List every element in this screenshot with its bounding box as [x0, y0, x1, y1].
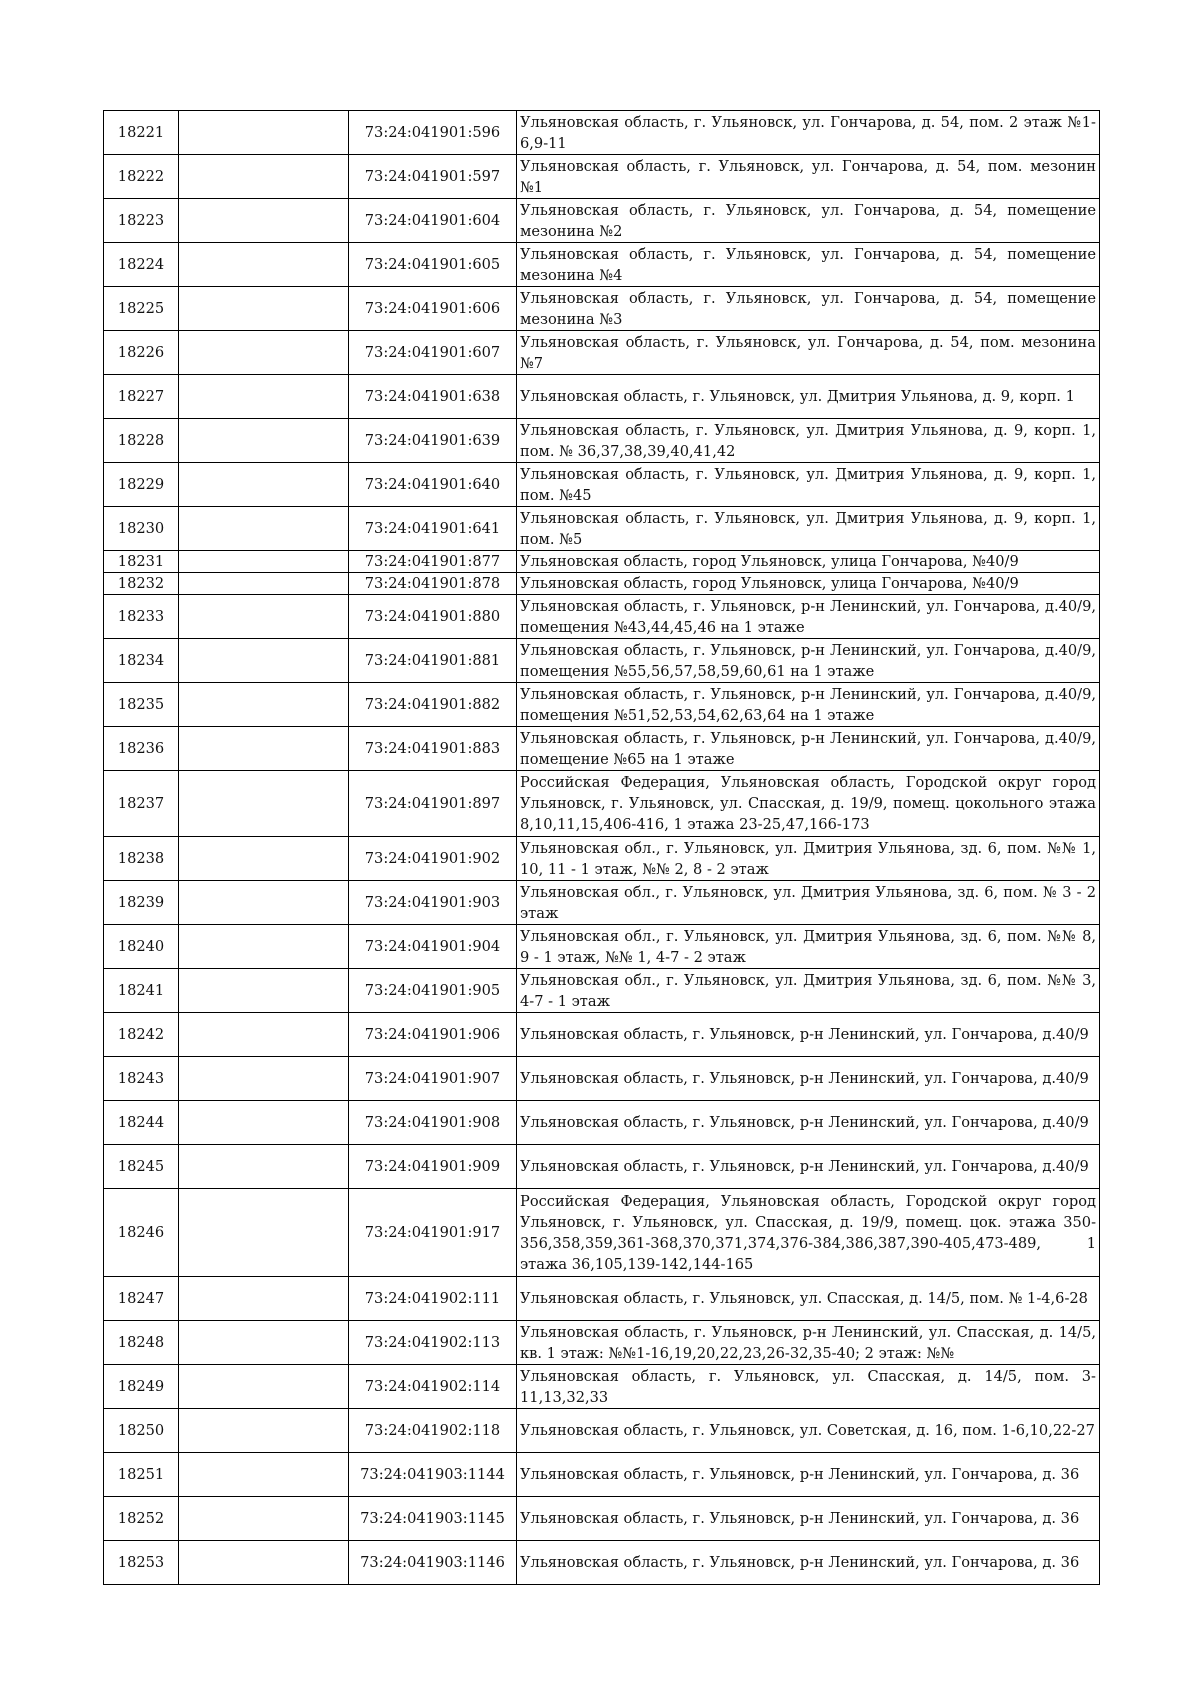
table-row	[104, 463, 1100, 507]
empty-cell	[179, 155, 349, 199]
address-cell: Ульяновская область, г. Ульяновск, р-н Ленинский, ул. Гончарова, д.40/9	[517, 1101, 1100, 1145]
empty-cell	[179, 595, 349, 639]
empty-cell	[179, 1453, 349, 1497]
row-number-cell: 18249	[104, 1365, 179, 1409]
cadastral-number-cell: 73:24:041901:905	[349, 969, 517, 1013]
address-cell: Ульяновская обл., г. Ульяновск, ул. Дмитрия Ульянова, зд. 6, пом. № 3 - 2 этаж	[517, 881, 1100, 925]
table-row	[104, 1541, 1100, 1585]
row-number-cell: 18223	[104, 199, 179, 243]
address-cell: Ульяновская область, г. Ульяновск, ул. Дмитрия Ульянова, д. 9, корп. 1, пом. № 36,37,38,39,40,41,42	[517, 419, 1100, 463]
row-number-cell: 18247	[104, 1277, 179, 1321]
cadastral-number-cell: 73:24:041901:878	[349, 573, 517, 595]
empty-cell	[179, 199, 349, 243]
row-number-cell: 18239	[104, 881, 179, 925]
table-row	[104, 727, 1100, 771]
cadastral-number-cell: 73:24:041901:907	[349, 1057, 517, 1101]
table-row	[104, 243, 1100, 287]
table-row	[104, 111, 1100, 155]
cadastral-number-cell: 73:24:041901:641	[349, 507, 517, 551]
empty-cell	[179, 1189, 349, 1277]
address-cell: Ульяновская область, г. Ульяновск, ул. Гончарова, д. 54, помещение мезонина №3	[517, 287, 1100, 331]
row-number-cell: 18248	[104, 1321, 179, 1365]
empty-cell	[179, 287, 349, 331]
cadastral-number-cell: 73:24:041902:118	[349, 1409, 517, 1453]
table-row	[104, 155, 1100, 199]
address-cell: Ульяновская область, г. Ульяновск, ул. Гончарова, д. 54, пом. мезонина №7	[517, 331, 1100, 375]
row-number-cell: 18221	[104, 111, 179, 155]
cadastral-number-cell: 73:24:041901:605	[349, 243, 517, 287]
table-row	[104, 881, 1100, 925]
empty-cell	[179, 1409, 349, 1453]
cadastral-number-cell: 73:24:041901:883	[349, 727, 517, 771]
row-number-cell: 18235	[104, 683, 179, 727]
empty-cell	[179, 507, 349, 551]
cadastral-number-cell: 73:24:041901:897	[349, 771, 517, 837]
cadastral-number-cell: 73:24:041901:881	[349, 639, 517, 683]
row-number-cell: 18240	[104, 925, 179, 969]
row-number-cell: 18253	[104, 1541, 179, 1585]
row-number-cell: 18222	[104, 155, 179, 199]
cadastral-number-cell: 73:24:041901:909	[349, 1145, 517, 1189]
table-row	[104, 1321, 1100, 1365]
cadastral-registry-table	[103, 110, 1100, 1585]
address-cell: Ульяновская обл., г. Ульяновск, ул. Дмитрия Ульянова, зд. 6, пом. №№ 8, 9 - 1 этаж, №№ 1, 4-7 - 2 этаж	[517, 925, 1100, 969]
table-row	[104, 1453, 1100, 1497]
cadastral-number-cell: 73:24:041903:1145	[349, 1497, 517, 1541]
address-cell: Ульяновская область, город Ульяновск, улица Гончарова, №40/9	[517, 551, 1100, 573]
row-number-cell: 18245	[104, 1145, 179, 1189]
cadastral-number-cell: 73:24:041901:880	[349, 595, 517, 639]
address-cell: Ульяновская область, г. Ульяновск, р-н Ленинский, ул. Гончарова, д. 36	[517, 1497, 1100, 1541]
row-number-cell: 18232	[104, 573, 179, 595]
empty-cell	[179, 1145, 349, 1189]
address-cell: Ульяновская область, г. Ульяновск, ул. Спасская, д. 14/5, пом. 3-11,13,32,33	[517, 1365, 1100, 1409]
cadastral-number-cell: 73:24:041901:606	[349, 287, 517, 331]
cadastral-number-cell: 73:24:041901:908	[349, 1101, 517, 1145]
table-row	[104, 1101, 1100, 1145]
empty-cell	[179, 111, 349, 155]
row-number-cell: 18237	[104, 771, 179, 837]
cadastral-number-cell: 73:24:041901:640	[349, 463, 517, 507]
address-cell: Ульяновская область, г. Ульяновск, ул. Дмитрия Ульянова, д. 9, корп. 1, пом. №5	[517, 507, 1100, 551]
address-cell: Ульяновская область, г. Ульяновск, ул. Гончарова, д. 54, помещение мезонина №4	[517, 243, 1100, 287]
row-number-cell: 18224	[104, 243, 179, 287]
table-row	[104, 771, 1100, 837]
address-cell: Ульяновская область, г. Ульяновск, р-н Ленинский, ул. Гончарова, д.40/9	[517, 1013, 1100, 1057]
address-cell: Российская Федерация, Ульяновская область, Городской округ город Ульяновск, г. Ульяновск, ул. Спасская, д. 19/9, помещ. цокольного этажа 8,10,11,15,406-416, 1 этажа 23-25,47,166-173	[517, 771, 1100, 837]
row-number-cell: 18238	[104, 837, 179, 881]
address-cell: Ульяновская область, г. Ульяновск, р-н Ленинский, ул. Гончарова, д. 36	[517, 1453, 1100, 1497]
table-row	[104, 639, 1100, 683]
table-row	[104, 507, 1100, 551]
empty-cell	[179, 683, 349, 727]
row-number-cell: 18250	[104, 1409, 179, 1453]
address-cell: Ульяновская область, г. Ульяновск, ул. Гончарова, д. 54, пом. мезонин №1	[517, 155, 1100, 199]
cadastral-number-cell: 73:24:041901:902	[349, 837, 517, 881]
address-cell: Ульяновская область, г. Ульяновск, р-н Ленинский, ул. Гончарова, д.40/9, помещения №51,52,53,54,62,63,64 на 1 этаже	[517, 683, 1100, 727]
table-row	[104, 925, 1100, 969]
table-row	[104, 1365, 1100, 1409]
table-row	[104, 199, 1100, 243]
cadastral-number-cell: 73:24:041901:638	[349, 375, 517, 419]
row-number-cell: 18252	[104, 1497, 179, 1541]
address-cell: Ульяновская область, г. Ульяновск, р-н Ленинский, ул. Гончарова, д.40/9	[517, 1057, 1100, 1101]
row-number-cell: 18251	[104, 1453, 179, 1497]
cadastral-number-cell: 73:24:041901:917	[349, 1189, 517, 1277]
table-row	[104, 1057, 1100, 1101]
table-row	[104, 551, 1100, 573]
cadastral-number-cell: 73:24:041901:877	[349, 551, 517, 573]
cadastral-number-cell: 73:24:041901:596	[349, 111, 517, 155]
empty-cell	[179, 1057, 349, 1101]
address-cell: Ульяновская обл., г. Ульяновск, ул. Дмитрия Ульянова, зд. 6, пом. №№ 3, 4-7 - 1 этаж	[517, 969, 1100, 1013]
table-row	[104, 287, 1100, 331]
cadastral-number-cell: 73:24:041902:114	[349, 1365, 517, 1409]
empty-cell	[179, 727, 349, 771]
cadastral-number-cell: 73:24:041901:604	[349, 199, 517, 243]
empty-cell	[179, 243, 349, 287]
table-row	[104, 1497, 1100, 1541]
table-row	[104, 595, 1100, 639]
row-number-cell: 18236	[104, 727, 179, 771]
address-cell: Ульяновская область, г. Ульяновск, ул. Спасская, д. 14/5, пом. № 1-4,6-28	[517, 1277, 1100, 1321]
table-row	[104, 1277, 1100, 1321]
empty-cell	[179, 639, 349, 683]
row-number-cell: 18233	[104, 595, 179, 639]
empty-cell	[179, 573, 349, 595]
address-cell: Ульяновская область, город Ульяновск, улица Гончарова, №40/9	[517, 573, 1100, 595]
row-number-cell: 18227	[104, 375, 179, 419]
empty-cell	[179, 419, 349, 463]
cadastral-number-cell: 73:24:041901:882	[349, 683, 517, 727]
row-number-cell: 18226	[104, 331, 179, 375]
address-cell: Ульяновская область, г. Ульяновск, р-н Ленинский, ул. Спасская, д. 14/5, кв. 1 этаж: №№1-16,19,20,22,23,26-32,35-40; 2 этаж: №№	[517, 1321, 1100, 1365]
empty-cell	[179, 1497, 349, 1541]
empty-cell	[179, 1365, 349, 1409]
cadastral-number-cell: 73:24:041901:906	[349, 1013, 517, 1057]
empty-cell	[179, 1541, 349, 1585]
empty-cell	[179, 837, 349, 881]
empty-cell	[179, 925, 349, 969]
cadastral-number-cell: 73:24:041901:639	[349, 419, 517, 463]
row-number-cell: 18229	[104, 463, 179, 507]
table-row	[104, 837, 1100, 881]
empty-cell	[179, 1321, 349, 1365]
cadastral-number-cell: 73:24:041903:1146	[349, 1541, 517, 1585]
row-number-cell: 18242	[104, 1013, 179, 1057]
cadastral-number-cell: 73:24:041901:597	[349, 155, 517, 199]
row-number-cell: 18230	[104, 507, 179, 551]
empty-cell	[179, 1277, 349, 1321]
address-cell: Ульяновская область, г. Ульяновск, р-н Ленинский, ул. Гончарова, д.40/9, помещения №43,44,45,46 на 1 этаже	[517, 595, 1100, 639]
address-cell: Ульяновская обл., г. Ульяновск, ул. Дмитрия Ульянова, зд. 6, пом. №№ 1, 10, 11 - 1 этаж, №№ 2, 8 - 2 этаж	[517, 837, 1100, 881]
empty-cell	[179, 881, 349, 925]
row-number-cell: 18241	[104, 969, 179, 1013]
table-row	[104, 375, 1100, 419]
address-cell: Ульяновская область, г. Ульяновск, ул. Советская, д. 16, пом. 1-6,10,22-27	[517, 1409, 1100, 1453]
empty-cell	[179, 969, 349, 1013]
table-row	[104, 573, 1100, 595]
empty-cell	[179, 771, 349, 837]
row-number-cell: 18244	[104, 1101, 179, 1145]
table-row	[104, 419, 1100, 463]
cadastral-number-cell: 73:24:041901:903	[349, 881, 517, 925]
table-row	[104, 1013, 1100, 1057]
address-cell: Ульяновская область, г. Ульяновск, р-н Ленинский, ул. Гончарова, д. 36	[517, 1541, 1100, 1585]
empty-cell	[179, 551, 349, 573]
address-cell: Ульяновская область, г. Ульяновск, ул. Гончарова, д. 54, помещение мезонина №2	[517, 199, 1100, 243]
row-number-cell: 18231	[104, 551, 179, 573]
row-number-cell: 18246	[104, 1189, 179, 1277]
row-number-cell: 18243	[104, 1057, 179, 1101]
empty-cell	[179, 1101, 349, 1145]
table-row	[104, 683, 1100, 727]
registry-table-body	[104, 111, 1100, 1585]
empty-cell	[179, 463, 349, 507]
cadastral-number-cell: 73:24:041903:1144	[349, 1453, 517, 1497]
address-cell: Ульяновская область, г. Ульяновск, ул. Дмитрия Ульянова, д. 9, корп. 1, пом. №45	[517, 463, 1100, 507]
cadastral-number-cell: 73:24:041901:607	[349, 331, 517, 375]
empty-cell	[179, 375, 349, 419]
table-row	[104, 1189, 1100, 1277]
table-row	[104, 331, 1100, 375]
empty-cell	[179, 331, 349, 375]
table-row	[104, 1409, 1100, 1453]
address-cell: Ульяновская область, г. Ульяновск, ул. Гончарова, д. 54, пом. 2 этаж №1-6,9-11	[517, 111, 1100, 155]
table-row	[104, 969, 1100, 1013]
row-number-cell: 18225	[104, 287, 179, 331]
address-cell: Российская Федерация, Ульяновская область, Городской округ город Ульяновск, г. Ульяновск, ул. Спасская, д. 19/9, помещ. цок. этажа 350-356,358,359,361-368,370,371,374,376-384,386,387,390-405,473-489, 1 этажа 36,105,139-142,144-165	[517, 1189, 1100, 1277]
cadastral-number-cell: 73:24:041902:113	[349, 1321, 517, 1365]
address-cell: Ульяновская область, г. Ульяновск, р-н Ленинский, ул. Гончарова, д.40/9	[517, 1145, 1100, 1189]
empty-cell	[179, 1013, 349, 1057]
address-cell: Ульяновская область, г. Ульяновск, ул. Дмитрия Ульянова, д. 9, корп. 1	[517, 375, 1100, 419]
address-cell: Ульяновская область, г. Ульяновск, р-н Ленинский, ул. Гончарова, д.40/9, помещения №55,56,57,58,59,60,61 на 1 этаже	[517, 639, 1100, 683]
row-number-cell: 18228	[104, 419, 179, 463]
address-cell: Ульяновская область, г. Ульяновск, р-н Ленинский, ул. Гончарова, д.40/9, помещение №65 на 1 этаже	[517, 727, 1100, 771]
row-number-cell: 18234	[104, 639, 179, 683]
cadastral-number-cell: 73:24:041902:111	[349, 1277, 517, 1321]
table-row	[104, 1145, 1100, 1189]
cadastral-number-cell: 73:24:041901:904	[349, 925, 517, 969]
